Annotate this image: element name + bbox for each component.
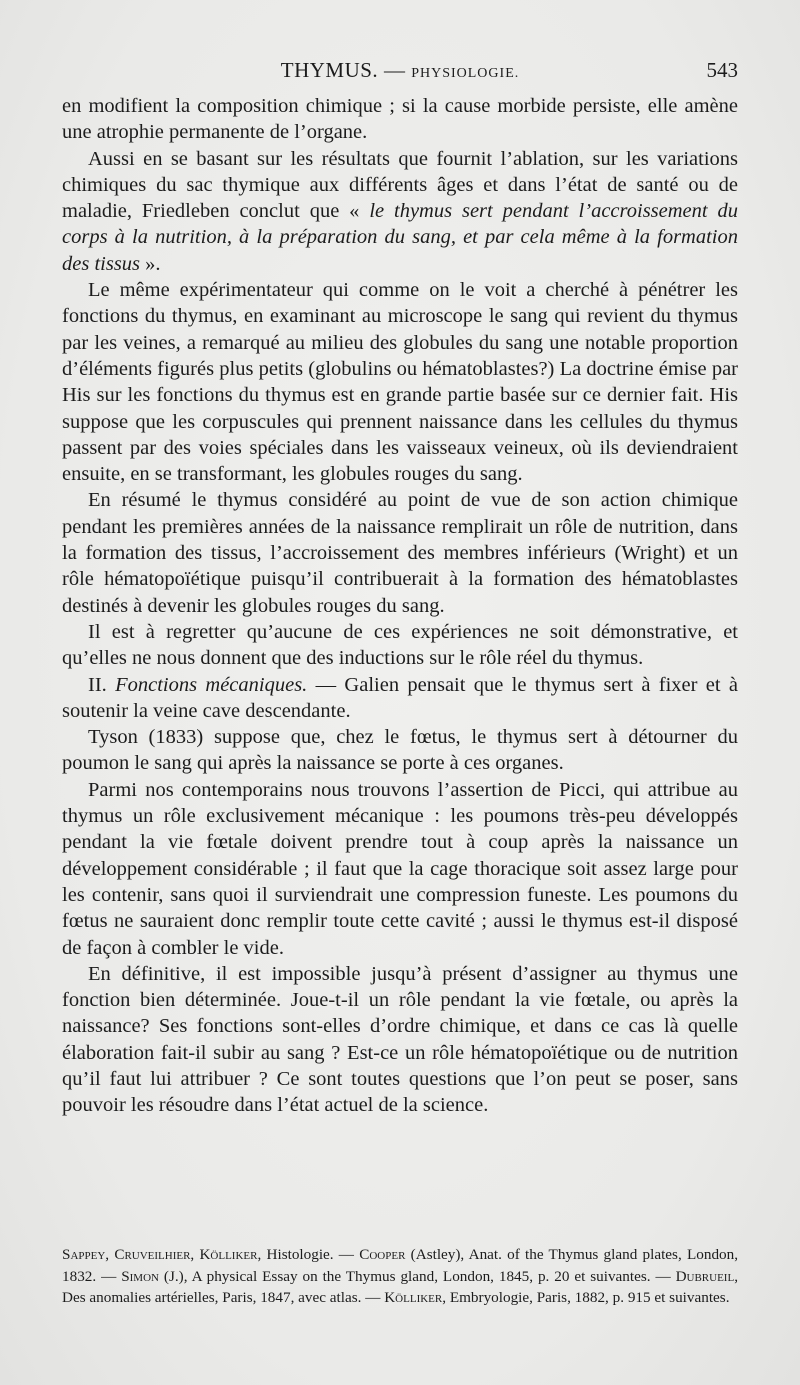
paragraph-friedleben-start: Aussi en se basant sur les résultats que fournit l’ablation, sur les variations chimiques du sac thymique aux différents âges et dans l’état de santé ou de maladie, Friedleben conclut que « <box>62 147 738 223</box>
running-title-separator: — <box>378 58 412 82</box>
running-title-main: THYMUS. <box>280 58 379 82</box>
paragraph-his: Le même expérimentateur qui comme on le voit a cherché à pénétrer les fonctions du thymus, en examinant au microscope le sang qui revient du thymus par les veines, a remarqué au milieu des globules du sang une notable proportion d’éléments figurés plus petits (globulins ou hématoblastes?) La doctrine émise par His sur les fonctions du thymus est en grande partie basée sur ce dernier fait. His suppose que les corpuscules qui prennent naissance dans les cellules du thymus passent par des voies spéciales dans les vaisseaux veineux, où ils deviendraient ensuite, en se transformant, les globules rouges du sang. <box>62 279 738 486</box>
running-title-section: PHYSIOLOGIE. <box>411 66 520 81</box>
page-number: 543 <box>706 58 738 82</box>
footnote-segment-1: Histologie. — <box>261 1246 360 1263</box>
main-text <box>62 93 738 1119</box>
author-name-cooper: Cooper <box>359 1246 406 1263</box>
author-name-dubrueil: Dubrueil, <box>675 1267 738 1285</box>
bibliography-footnote <box>62 1244 738 1309</box>
paragraph-galien: — Galien pensait que le thymus sert à fixer et à soutenir la veine cave descendante. <box>62 673 738 722</box>
paragraph-resume: En résumé le thymus considéré au point de vue de son action chimique pendant les premières années de la naissance remplirait un rôle de nutrition, dans la formation des tissus, l’accroissement des membres inférieurs (Wright) et un rôle hématopoïétique puisqu’il contribuerait à la formation des hématoblastes destinés à devenir les globules rouges du sang. <box>62 489 738 617</box>
running-header <box>62 58 738 88</box>
paragraph-tyson: Tyson (1833) suppose que, chez le fœtus, le thymus sert à détourner du poumon le sang qui après la naissance se porte à ces organes. <box>62 726 738 775</box>
paragraph-picci: Parmi nos contemporains nous trouvons l’assertion de Picci, qui attribue au thymus un rôle exclusivement mécanique : les poumons très-peu développés pendant la vie fœtale doivent prendre tout à coup après la naissance un développement considérable ; il faut que la cage thoracique soit assez large pour les contenir, sans quoi il surviendrait une compression funeste. Les poumons du fœtus ne sauraient donc remplir toute cette cavité ; aussi le thymus est-il disposé de façon à combler le vide. <box>62 778 738 959</box>
footnote-text <box>62 1244 738 1309</box>
paragraph-friedleben-end: ». <box>140 252 161 275</box>
author-name-kolliker: Kölliker, <box>384 1289 447 1306</box>
footnote-segment-2: (Astley), Anat. of the Thymus gland plates, London, 1832. — <box>62 1246 739 1285</box>
author-names-1: Sappey, Cruveilhier, Kölliker, <box>62 1246 262 1263</box>
paragraph-friedleben <box>62 146 738 277</box>
friedleben-quote: le thymus sert pendant l’accroissement du corps à la nutrition, à la préparation du sang, et par cela même à la formation des tissus <box>62 200 738 275</box>
footnote-segment-4: Des anomalies artérielles, Paris, 1847, avec atlas. — <box>62 1289 385 1306</box>
section-heading: Fonctions mécaniques. <box>115 673 308 696</box>
running-title <box>62 58 738 83</box>
paragraph-continuation: en modifient la composition chimique ; si la cause morbide persiste, elle amène une atrophie permanente de l’organe. <box>62 95 738 144</box>
paragraph-regret: Il est à regretter qu’aucune de ces expériences ne soit démonstrative, et qu’elles ne nous donnent que des inductions sur le rôle réel du thymus. <box>62 620 738 670</box>
footnote-segment-3: (J.), A physical Essay on the Thymus gland, London, 1845, p. 20 et suivantes. — <box>158 1267 676 1285</box>
paragraph-conclusion: En définitive, il est impossible jusqu’à présent d’assigner au thymus une fonction bien déterminée. Joue-t-il un rôle pendant la vie fœtale, ou après la naissance? Ses fonctions sont-elles d’ordre chimique, et dans ce cas là quelle élaboration fait-il subir au sang ? Est-ce un rôle hématopoïétique ou de nutrition qu’il faut lui attribuer ? Ce sont toutes questions que l’on peut se poser, sans pouvoir les résoudre dans l’état actuel de la science. <box>62 962 738 1117</box>
paragraph-mechanical-functions <box>62 672 738 725</box>
section-number: II. <box>88 673 116 696</box>
footnote-segment-5: Embryologie, Paris, 1882, p. 915 et suivantes. <box>446 1289 730 1306</box>
author-name-simon: Simon <box>121 1267 159 1285</box>
